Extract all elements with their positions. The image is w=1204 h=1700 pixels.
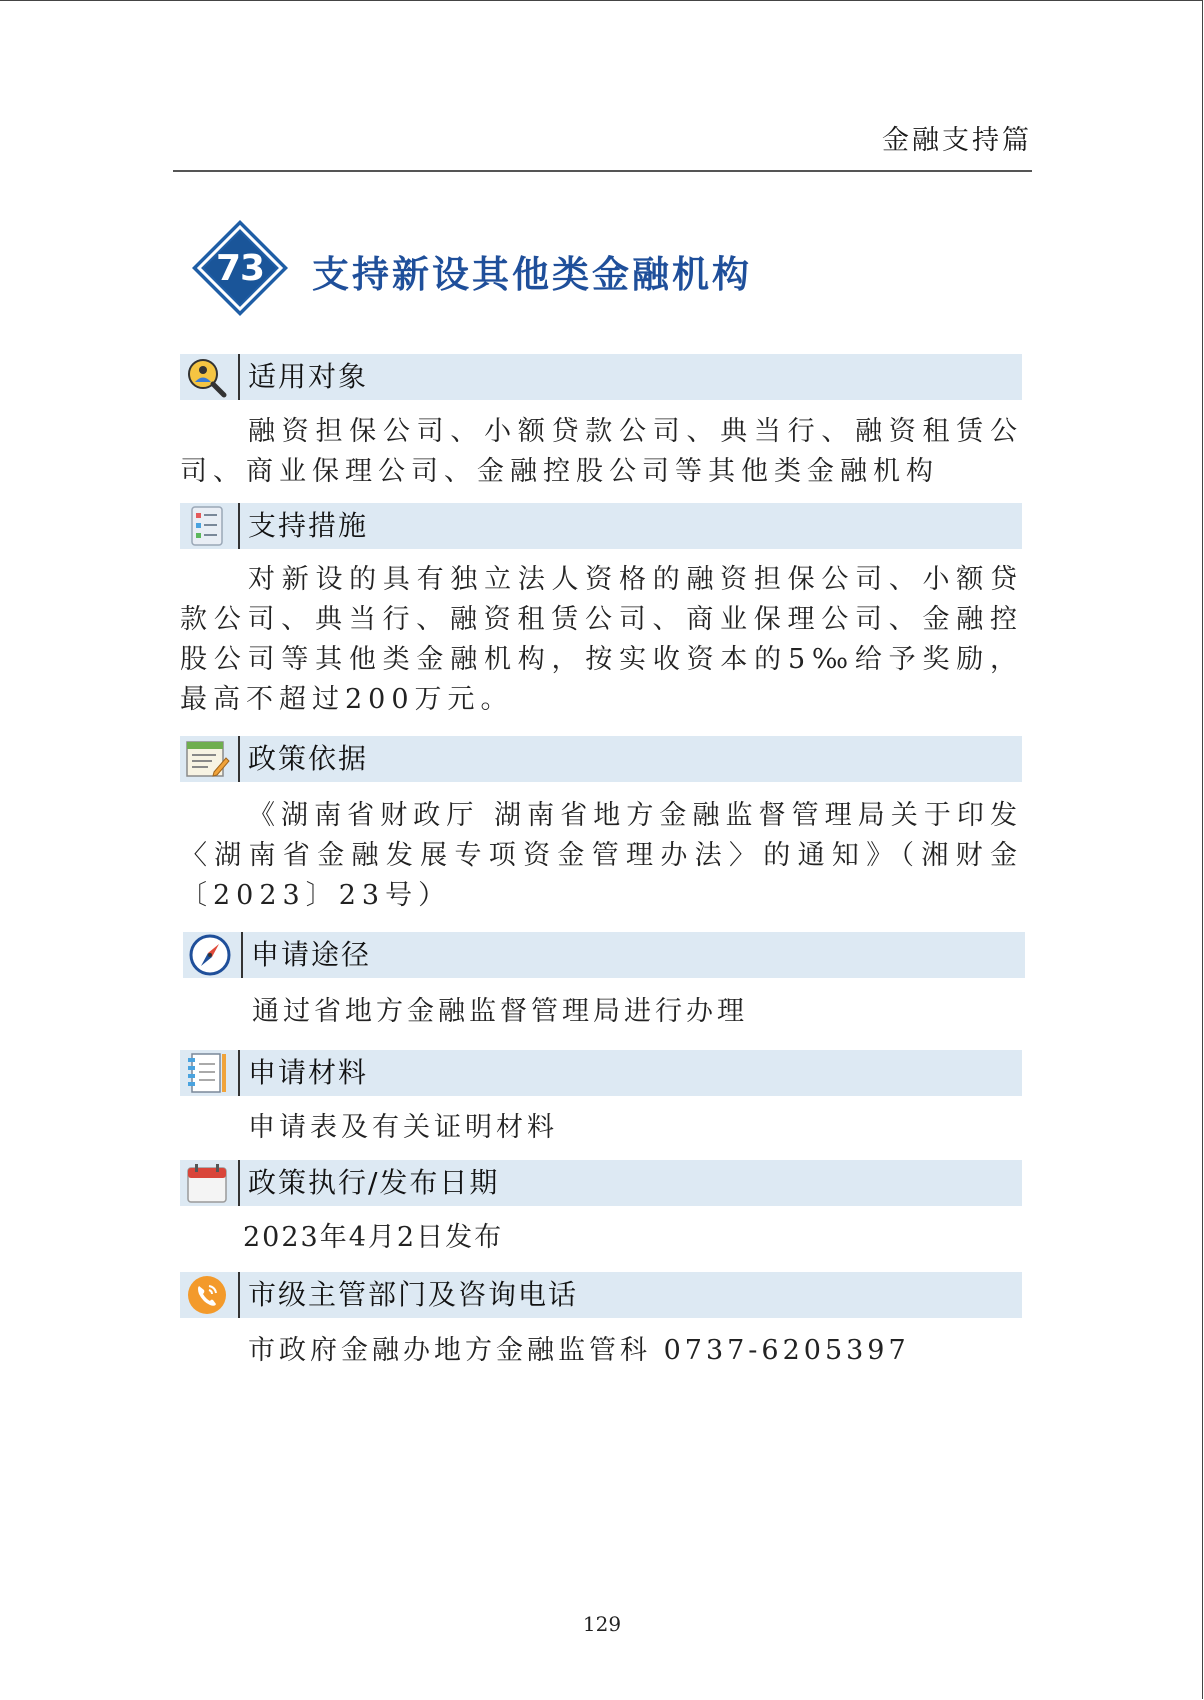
section-header-measures	[180, 503, 1022, 549]
phone-icon	[184, 1274, 230, 1316]
chapter-header: 金融支持篇	[882, 125, 1032, 156]
item-number-badge	[190, 218, 290, 318]
search-person-icon	[184, 356, 230, 398]
section-body-measures: 对新设的具有独立法人资格的融资担保公司、小额贷款公司、典当行、融资租赁公司、商业保理公司、金融控股公司等其他类金融机构，按实收资本的5‰给予奖励，最高不超过200万元。	[180, 564, 1023, 715]
section-divider	[238, 1050, 240, 1096]
section-divider	[241, 932, 243, 978]
section-body-channel: 通过省地方金融监督管理局进行办理	[252, 996, 748, 1027]
calendar-icon	[184, 1162, 230, 1204]
compass-icon	[187, 934, 233, 976]
item-number: 73	[215, 247, 265, 289]
document-pen-icon	[184, 738, 230, 780]
section-body-basis: 《湖南省财政厅 湖南省地方金融监督管理局关于印发〈湖南省金融发展专项资金管理办法〉的通知》（湘财金〔2023〕23号）	[180, 800, 1023, 911]
checklist-icon	[184, 505, 230, 547]
section-title: 政策执行/发布日期	[248, 1166, 500, 1199]
section-header-channel	[183, 932, 1025, 978]
section-header-contact	[180, 1272, 1022, 1318]
page-title: 支持新设其他类金融机构	[312, 252, 752, 296]
section-body-date: 2023年4月2日发布	[243, 1222, 504, 1253]
section-body-target: 融资担保公司、小额贷款公司、典当行、融资租赁公司、商业保理公司、金融控股公司等其他类金融机构	[180, 416, 1023, 487]
notebook-icon	[184, 1052, 230, 1094]
section-title: 适用对象	[248, 360, 369, 393]
section-title: 支持措施	[248, 509, 369, 542]
section-title: 市级主管部门及咨询电话	[248, 1278, 579, 1311]
section-divider	[238, 354, 240, 400]
page-number: 129	[582, 1612, 622, 1636]
section-header-date	[180, 1160, 1022, 1206]
section-divider	[238, 736, 240, 782]
section-title: 申请材料	[248, 1056, 369, 1089]
section-divider	[238, 1272, 240, 1318]
header-rule	[173, 170, 1032, 172]
section-title: 申请途径	[251, 938, 372, 971]
section-body-contact: 市政府金融办地方金融监管科 0737-6205397	[248, 1335, 910, 1366]
section-body-materials: 申请表及有关证明材料	[248, 1112, 558, 1143]
section-header-basis	[180, 736, 1022, 782]
section-divider	[238, 503, 240, 549]
section-divider	[238, 1160, 240, 1206]
section-header-target	[180, 354, 1022, 400]
section-title: 政策依据	[248, 742, 369, 775]
section-header-materials	[180, 1050, 1022, 1096]
